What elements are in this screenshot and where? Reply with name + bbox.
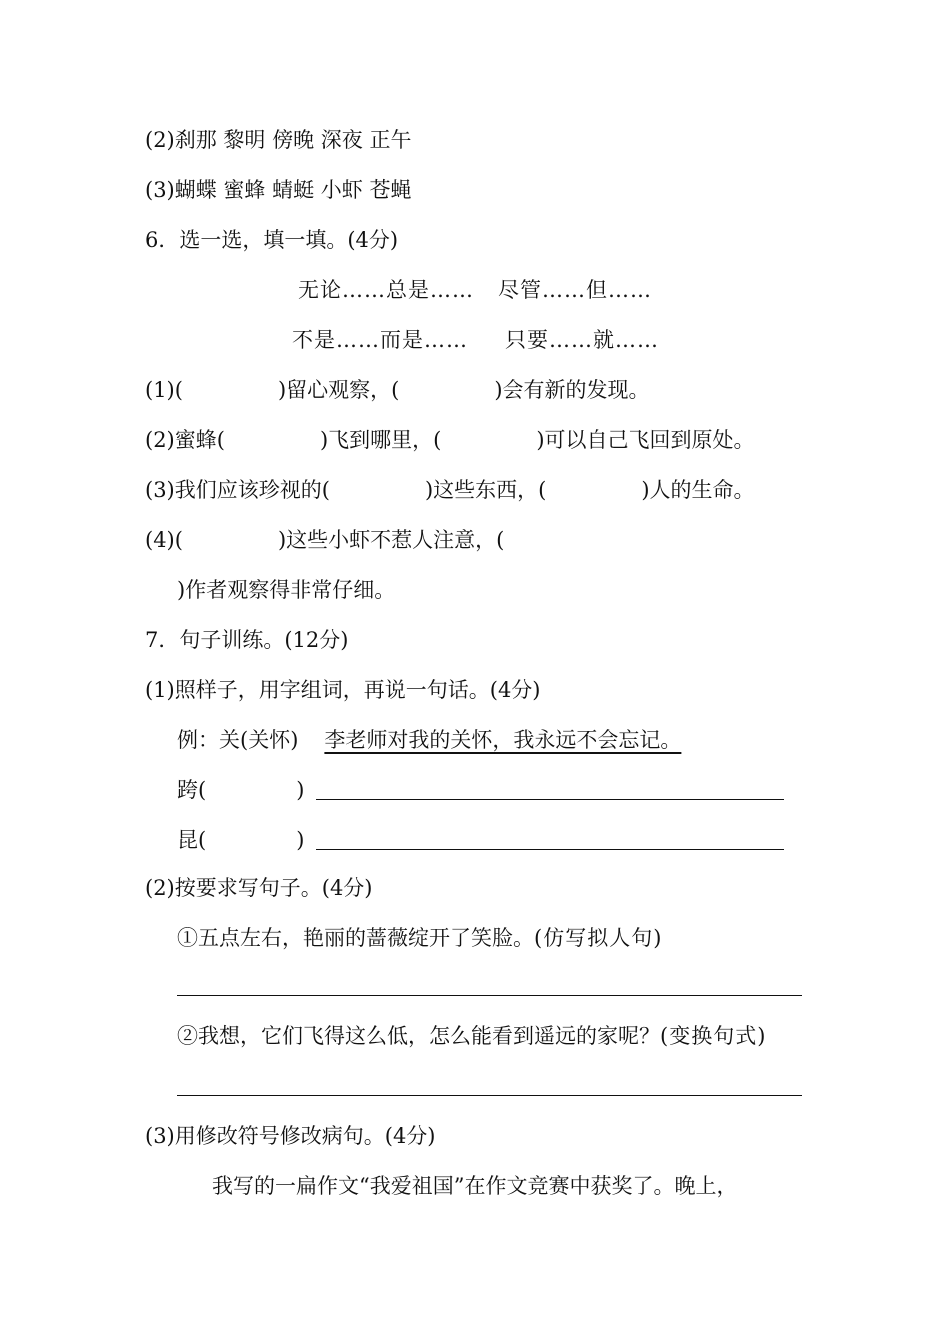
q6-s3-part-a: (3)我们应该珍视的( — [145, 478, 330, 502]
q7-char-1-label: 跨( — [177, 778, 207, 802]
q7-p2-answer-line-2[interactable] — [177, 1095, 802, 1096]
q7-char-2 — [177, 826, 304, 854]
q7-p2-s1-text: ①五点左右，艳丽的蔷薇绽开了笑脸。 — [177, 926, 534, 950]
q7-char-2-sentence-line[interactable] — [316, 849, 784, 850]
q7-example-sentence: 李老师对我的关怀，我永远不会忘记。 — [324, 728, 682, 752]
q7-example — [177, 726, 681, 754]
q6-s2-part-a: (2)蜜蜂( — [145, 428, 225, 452]
q7-example-label: 例：关(关怀) — [177, 728, 299, 752]
q6-sentence-3 — [145, 476, 755, 504]
q6-s2-part-c: )可以自己飞回到原处。 — [536, 428, 755, 452]
q6-s1-part-b: )留心观察，( — [277, 378, 400, 402]
q7-p2-s1-requirement: (仿写拟人句) — [534, 926, 663, 950]
q6-sentence-2 — [145, 426, 755, 454]
q5-item-2: (2)刹那 黎明 傍晚 深夜 正午 — [145, 128, 412, 152]
q6-s2-part-b: )飞到哪里，( — [319, 428, 442, 452]
q7-char-1 — [177, 776, 304, 804]
q6-s1-part-c: )会有新的发现。 — [494, 378, 650, 402]
q7-p2-answer-line-1[interactable] — [177, 995, 802, 996]
q7-part2-title: (2)按要求写句子。(4分) — [145, 876, 373, 900]
q6-s3-part-b: )这些东西，( — [424, 478, 547, 502]
q7-p2-s2-requirement: (变换句式) — [660, 1024, 767, 1048]
q6-s4-part-a: (4)( — [145, 528, 183, 552]
q6-sentence-4 — [145, 526, 504, 554]
q6-s4-part-b: )这些小虾不惹人注意，( — [277, 528, 505, 552]
q7-p3-text: 我写的一扁作文“我爱祖国”在作文竞赛中获奖了。晚上， — [212, 1174, 738, 1198]
q6-s1-part-a: (1)( — [145, 378, 183, 402]
q6-s3-part-c: )人的生命。 — [641, 478, 755, 502]
q6-sentence-4-cont — [177, 576, 395, 604]
q7-char-1-close: ) — [296, 778, 305, 802]
q6-option-3: 不是……而是…… — [292, 328, 468, 352]
q7-part3-title: (3)用修改符号修改病句。(4分) — [145, 1124, 436, 1148]
q7-char-1-sentence-line[interactable] — [316, 799, 784, 800]
q7-part1-title: (1)照样子，用字组词，再说一句话。(4分) — [145, 678, 541, 702]
q6-s4-part-c: )作者观察得非常仔细。 — [177, 578, 396, 602]
q6-heading: 6．选一选，填一填。(4分) — [145, 228, 399, 252]
q6-option-2: 尽管……但…… — [498, 278, 652, 302]
q7-char-2-close: ) — [296, 828, 305, 852]
q7-p2-sentence-1 — [177, 924, 662, 952]
q7-p2-s2-text: ②我想，它们飞得这么低，怎么能看到遥远的家呢？ — [177, 1024, 660, 1048]
q6-option-1: 无论……总是…… — [298, 278, 474, 302]
q5-item-3: (3)蝴蝶 蜜蜂 蜻蜓 小虾 苍蝇 — [145, 178, 412, 202]
q6-option-4: 只要……就…… — [505, 328, 659, 352]
q7-p2-sentence-2 — [177, 1022, 766, 1050]
q7-heading: 7．句子训练。(12分) — [145, 628, 349, 652]
q7-char-2-label: 昆( — [177, 828, 207, 852]
q6-sentence-1 — [145, 376, 650, 404]
